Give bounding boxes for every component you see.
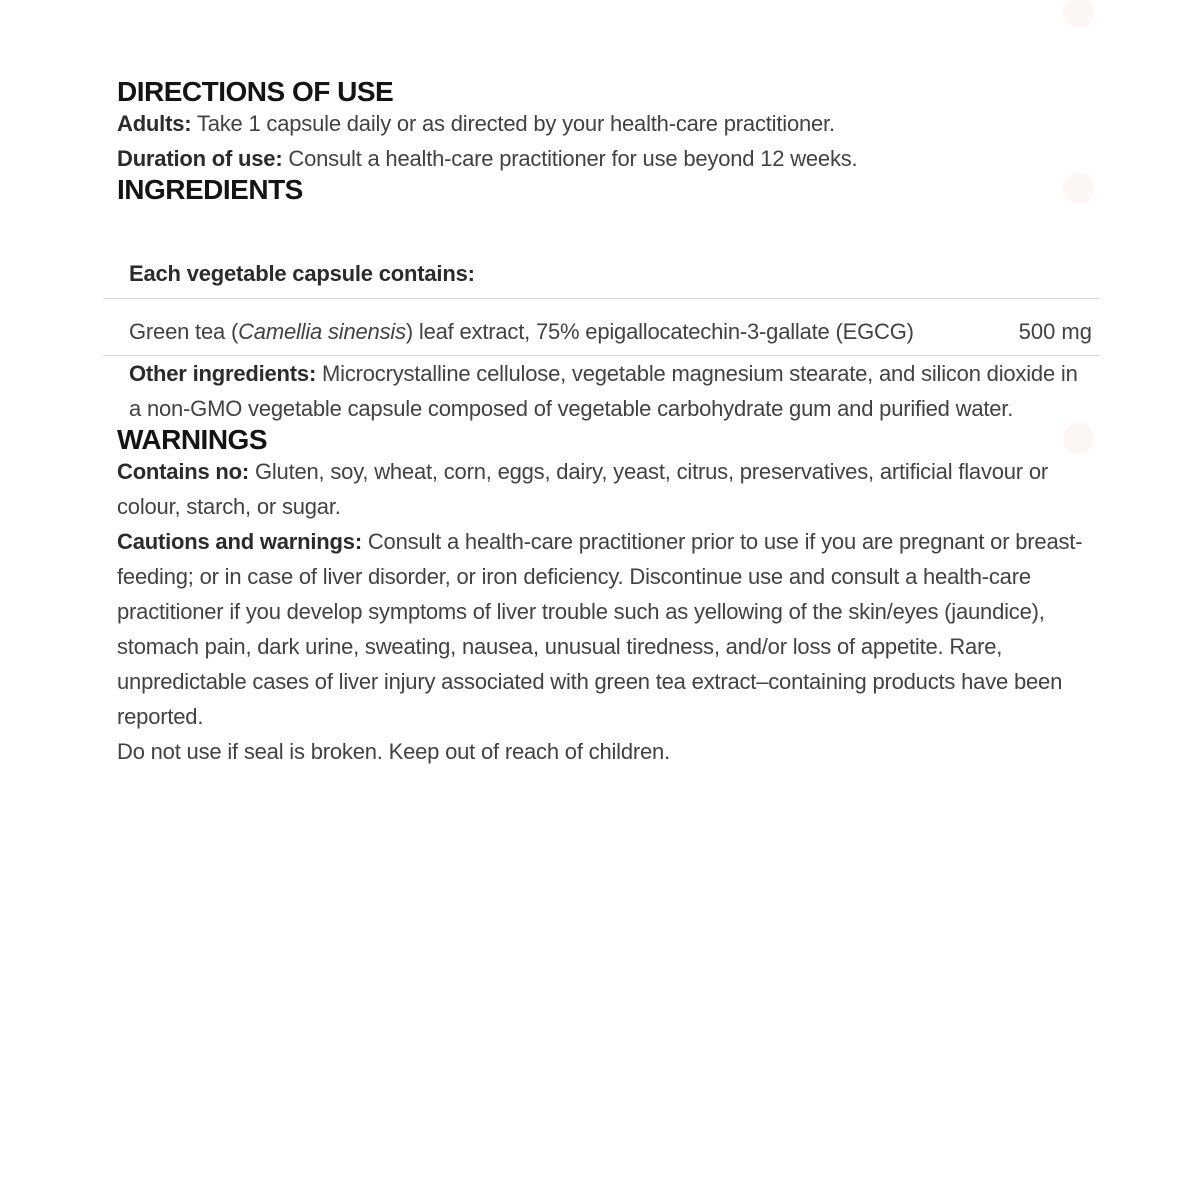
section-anchor-dot	[1063, 0, 1094, 28]
adults-label: Adults:	[117, 111, 192, 136]
contains-no-label: Contains no:	[117, 459, 250, 484]
ingredient-latin-name: Camellia sinensis	[238, 319, 406, 344]
contains-no	[117, 454, 1092, 524]
content-column	[117, 0, 1092, 769]
other-ingredients-text: Microcrystalline cellulose, vegetable magnesium stearate, and silicon dioxide in a non-GMO vegetable capsule composed of vegetable carbohydrate gum and purified water.	[129, 361, 1078, 421]
duration-of-use	[117, 141, 1092, 176]
section-anchor-dot	[1063, 423, 1094, 454]
contains-no-text: Gluten, soy, wheat, corn, eggs, dairy, yeast, citrus, preservatives, artificial flavour or colour, starch, or sugar.	[117, 459, 1049, 519]
seal-notice: Do not use if seal is broken. Keep out of reach of children.	[117, 739, 670, 764]
ingredient-amount: 500 mg	[1018, 319, 1092, 344]
cautions-text: Consult a health-care practitioner prior to use if you are pregnant or breast-feeding; or in case of liver disorder, or iron deficiency. Discontinue use and consult a health-care practitioner if you develop symptoms of liver trouble such as yellowing of the skin/eyes (jaundice), stomach pain, dark urine, sweating, nausea, unusual tiredness, and/or loss of appetite. Rare, unpredictable cases of liver injury associated with green tea extract–containing products have been reported.	[117, 529, 1083, 729]
ingredient-row	[129, 314, 1092, 349]
adults-directions	[117, 106, 1092, 141]
duration-label: Duration of use:	[117, 146, 283, 171]
adults-text: Take 1 capsule daily or as directed by your health-care practitioner.	[191, 111, 835, 136]
ingredient-name	[129, 314, 974, 349]
other-ingredients-label: Other ingredients:	[129, 361, 317, 386]
warnings-heading	[117, 426, 1092, 454]
directions-of-use-title: DIRECTIONS OF USE	[117, 76, 394, 107]
ingredients-table	[129, 256, 1092, 426]
cautions-and-warnings	[117, 524, 1092, 734]
ingredient-name-pre: Green tea (	[129, 319, 239, 344]
directions-of-use-heading	[117, 0, 1092, 106]
ingredient-name-post: ) leaf extract, 75% epigallocatechin-3-gallate (EGCG)	[405, 319, 914, 344]
ingredients-heading	[117, 176, 1092, 204]
other-ingredients	[129, 356, 1092, 426]
duration-text: Consult a health-care practitioner for use beyond 12 weeks.	[282, 146, 858, 171]
ingredients-subheading: Each vegetable capsule contains:	[129, 261, 475, 286]
divider	[103, 298, 1100, 299]
warnings-title: WARNINGS	[117, 424, 267, 455]
cautions-label: Cautions and warnings:	[117, 529, 362, 554]
ingredients-title: INGREDIENTS	[117, 174, 303, 205]
section-anchor-dot	[1063, 173, 1094, 204]
